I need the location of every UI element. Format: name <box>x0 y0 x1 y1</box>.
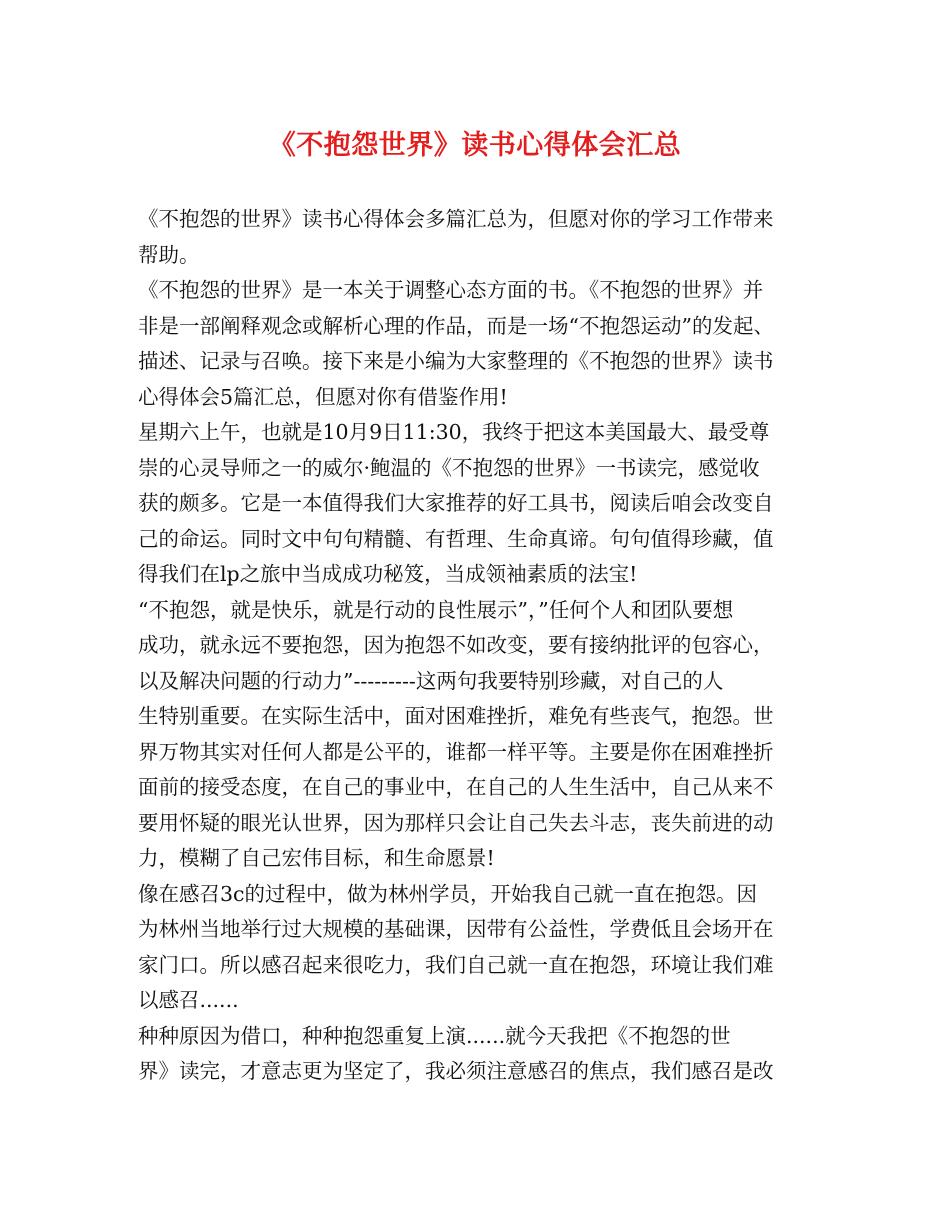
text-line: 星期六上午，也就是10月9日11:30，我终于把这本美国最大、最受尊 <box>138 420 770 444</box>
text-line: 《不抱怨的世界》是一本关于调整心态方面的书。《不抱怨的世界》并 <box>138 278 764 302</box>
text-line: 生特别重要。在实际生活中，面对困难挫折，难免有些丧气，抱怨。世 <box>138 704 774 728</box>
text-line: 像在感召3c的过程中，做为林州学员，开始我自己就一直在抱怨。因 <box>138 881 758 906</box>
text-line: 以感召...... <box>138 988 239 1012</box>
document-body <box>138 202 838 1090</box>
text-line: 要用怀疑的眼光认世界，因为那样只会让自己失去斗志，丧失前进的动 <box>138 810 774 835</box>
text-line: 己的命运。同时文中句句精髓、有哲理、生命真谛。句句值得珍藏，值 <box>138 526 774 551</box>
text-line: 界》读完，才意志更为坚定了，我必须注意感召的焦点，我们感召是改 <box>138 1059 774 1083</box>
text-line: 《不抱怨的世界》读书心得体会多篇汇总为，但愿对你的学习工作带来 <box>138 207 774 231</box>
text-line: 崇的心灵导师之一的威尔·鲍温的《不抱怨的世界》一书读完，感觉收 <box>138 455 760 480</box>
text-line: 帮助。 <box>138 242 200 267</box>
text-line: 面前的接受态度，在自己的事业中，在自己的人生生活中，自己从来不 <box>138 775 774 799</box>
text-line: “不抱怨，就是快乐，就是行动的良性展示”，”任何个人和团队要想 <box>138 597 734 622</box>
text-line: 种种原因为借口，种种抱怨重复上演......就今天我把《不抱怨的世 <box>138 1023 731 1048</box>
text-line: 描述、记录与召唤。接下来是小编为大家整理的《不抱怨的世界》读书 <box>138 349 774 373</box>
text-line: 得我们在lp之旅中当成成功秘笈，当成领袖素质的法宝! <box>138 562 638 586</box>
text-line: 获的颇多。它是一本值得我们大家推荐的好工具书，阅读后咱会改变自 <box>138 491 774 515</box>
text-line: 心得体会5篇汇总，但愿对你有借鉴作用! <box>138 384 508 409</box>
text-line: 界万物其实对任何人都是公平的，谁都一样平等。主要是你在困难挫折 <box>138 739 774 764</box>
document-title: 《不抱怨世界》读书心得体会汇总 <box>268 130 682 161</box>
text-line: 成功，就永远不要抱怨，因为抱怨不如改变，要有接纳批评的包容心， <box>138 633 774 657</box>
text-line: 力，模糊了自己宏伟目标，和生命愿景! <box>138 846 495 870</box>
text-line: 为林州当地举行过大规模的基础课，因带有公益性，学费低且会场开在 <box>138 917 774 941</box>
text-line: 非是一部阐释观念或解析心理的作品，而是一场“不抱怨运动”的发起、 <box>138 313 774 338</box>
text-line: 以及解决问题的行动力”---------这两句我要特别珍藏，对自己的人 <box>138 668 724 693</box>
text-line: 家门口。所以感召起来很吃力，我们自己就一直在抱怨，环境让我们难 <box>138 952 774 977</box>
